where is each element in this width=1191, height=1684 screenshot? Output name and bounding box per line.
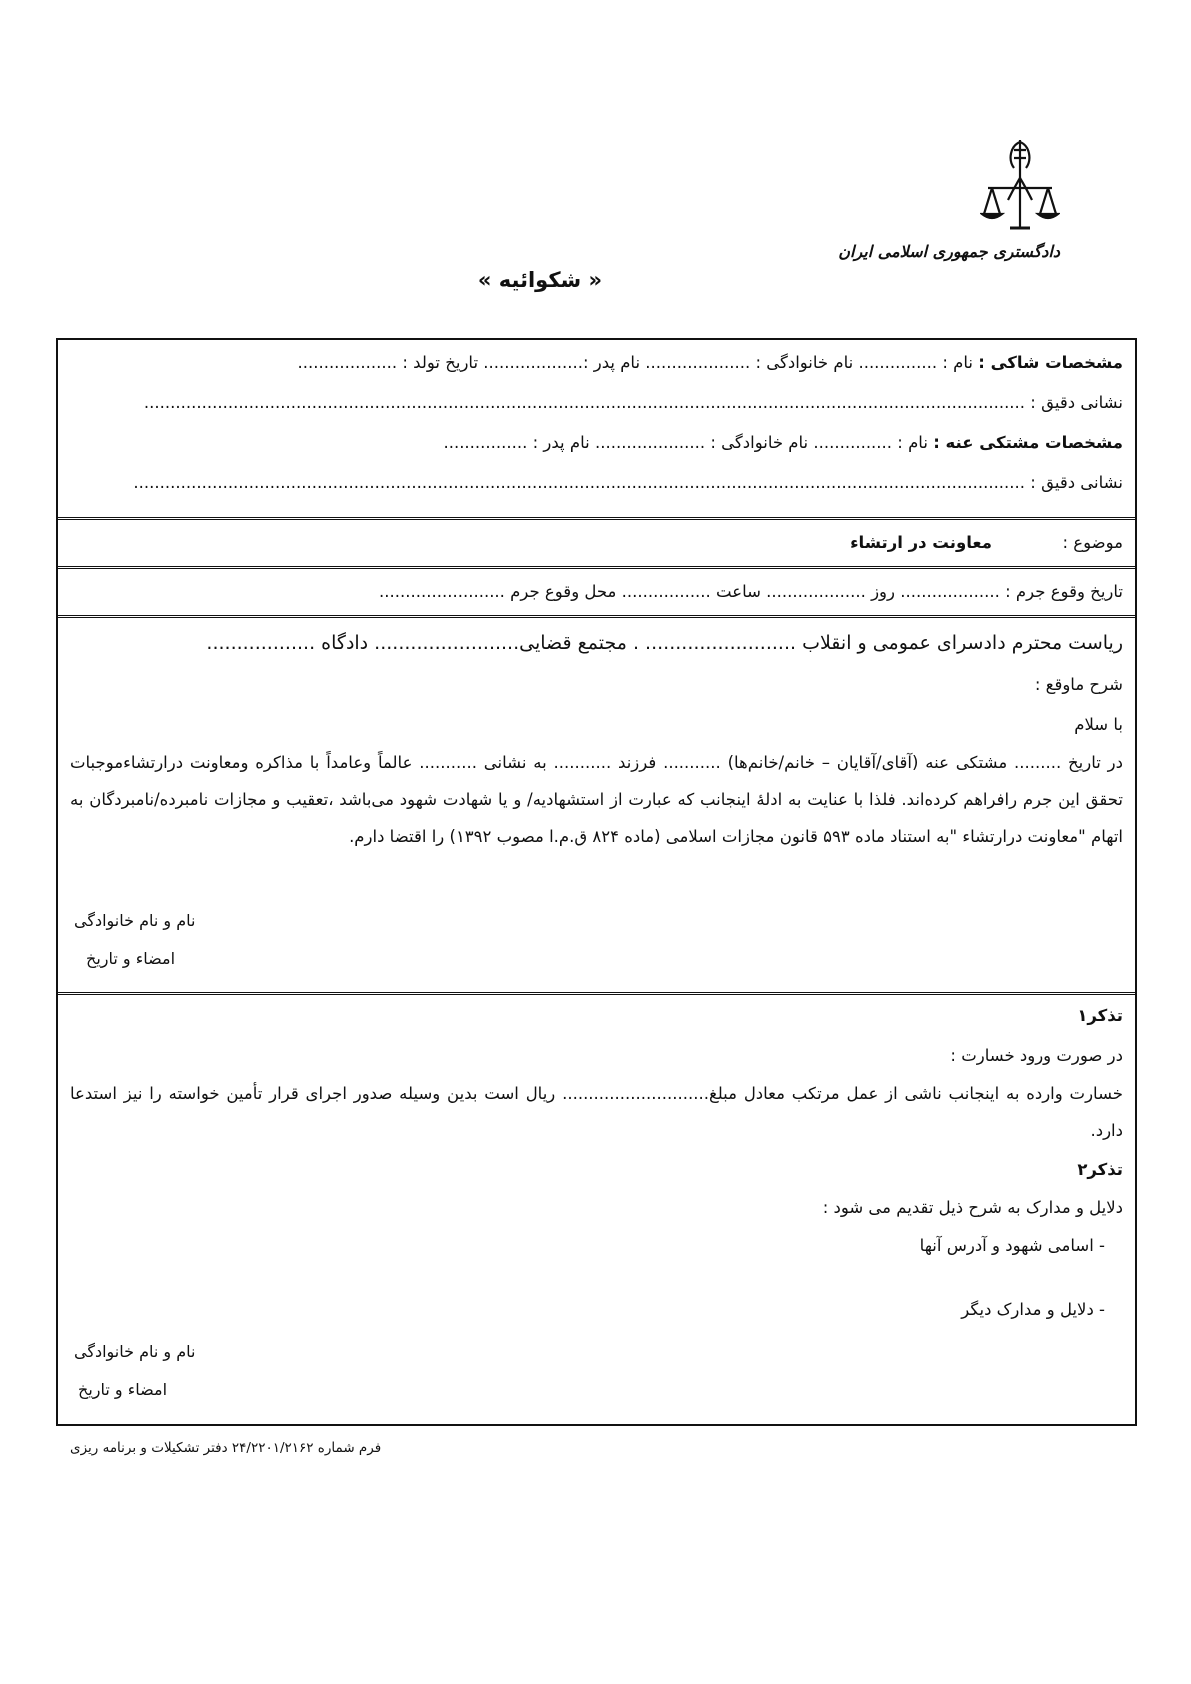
form-number: فرم شماره ۲۴/۲۲۰۱/۲۱۶۲ دفتر تشکیلات و برنامه ریزی (70, 1440, 382, 1456)
note-signature-date-label: امضاء و تاریخ (78, 1380, 168, 1399)
subject-section (58, 520, 1135, 569)
note2-line: دلایل و مدارک به شرح ذیل تقدیم می شود : (822, 1198, 1123, 1217)
accused-row (70, 430, 1123, 456)
note1-heading: تذکر۱ (1077, 1006, 1123, 1025)
notes-section (58, 995, 1135, 1425)
scales-of-justice-icon (980, 138, 1060, 238)
org-name: دادگستری جمهوری اسلامی ایران (838, 242, 1060, 261)
complainant-address[interactable]: نشانی دقیق : ........................................................................................................................................................................ (143, 393, 1123, 412)
signature-date-label: امضاء و تاریخ (86, 949, 176, 968)
greeting: با سلام (1074, 715, 1123, 734)
addressee-line: ریاست محترم دادسرای عمومی و انقلاب ......................... . مجتمع قضایی........................ دادگاه .................. (206, 632, 1123, 654)
parties-section (58, 340, 1135, 520)
note1-text: خسارت وارده به اینجانب ناشی از عمل مرتکب معادل مبلغ............................ ریال است بدین وسیله صدور اجرای قرار تأمین خواسته را نیز استدعا دارد. (70, 1084, 1123, 1140)
accused-address[interactable]: نشانی دقیق : .......................................................................................................................................................................... (133, 473, 1123, 492)
note1-line: در صورت ورود خسارت : (950, 1046, 1123, 1065)
signature-name-label: نام و نام خانوادگی (74, 911, 196, 930)
subject-label: موضوع : (1062, 533, 1123, 552)
note2-item-evidence: - دلایل و مدارک دیگر (961, 1300, 1105, 1319)
description-label: شرح ماوقع : (1034, 675, 1123, 694)
accused-heading: مشخصات مشتکی عنه : (933, 433, 1123, 452)
accused-fields[interactable]: نام : ............... نام خانوادگی : ..................... نام پدر : ................ (443, 433, 928, 452)
complaint-text: در تاریخ ......... مشتکی عنه (آقای/آقایان – خانم/خانم‌ها) ........... فرزند ........... به نشانی ........... عالماً وعامداً با مذاکره ومعاونت درارتشاءموجبات تحقق این جرم رافراهم کرده‌اند. فلذا با عنایت به ادلۀ اینجانب که عبارت از استشهادیه/ و یا شهادت شهود می‌باشد ،تعقیب و مجازات نامبرده/نامبردگان به اتهام "معاونت درارتشاء "به استناد ماده ۵۹۳ قانون مجازات اسلامی (ماده ۸۲۴ ق.م.ا مصوب ۱۳۹۲) را اقتضا دارم. (70, 753, 1123, 846)
complaint-form (56, 338, 1137, 1426)
note2-item-witnesses: - اسامی شهود و آدرس آنها (919, 1236, 1105, 1255)
crime-section (58, 569, 1135, 618)
complainant-heading: مشخصات شاکی : (978, 353, 1123, 372)
complainant-row (70, 350, 1123, 376)
note2-heading: تذکر۲ (1077, 1160, 1123, 1179)
complainant-fields[interactable]: نام : ............... نام خانوادگی : .................... نام پدر :................... تاریخ تولد : ................... (297, 353, 974, 372)
note-signature-name-label: نام و نام خانوادگی (74, 1342, 196, 1361)
subject-value: معاونت در ارتشاء (850, 533, 992, 552)
crime-details[interactable]: تاریخ وقوع جرم : ................... روز ................... ساعت ................. محل وقوع جرم ........................ (379, 582, 1123, 601)
page-title: « شکوائیه » (477, 268, 603, 292)
subject-row (70, 530, 1123, 556)
judiciary-emblem (838, 138, 1060, 288)
body-section (58, 618, 1135, 995)
